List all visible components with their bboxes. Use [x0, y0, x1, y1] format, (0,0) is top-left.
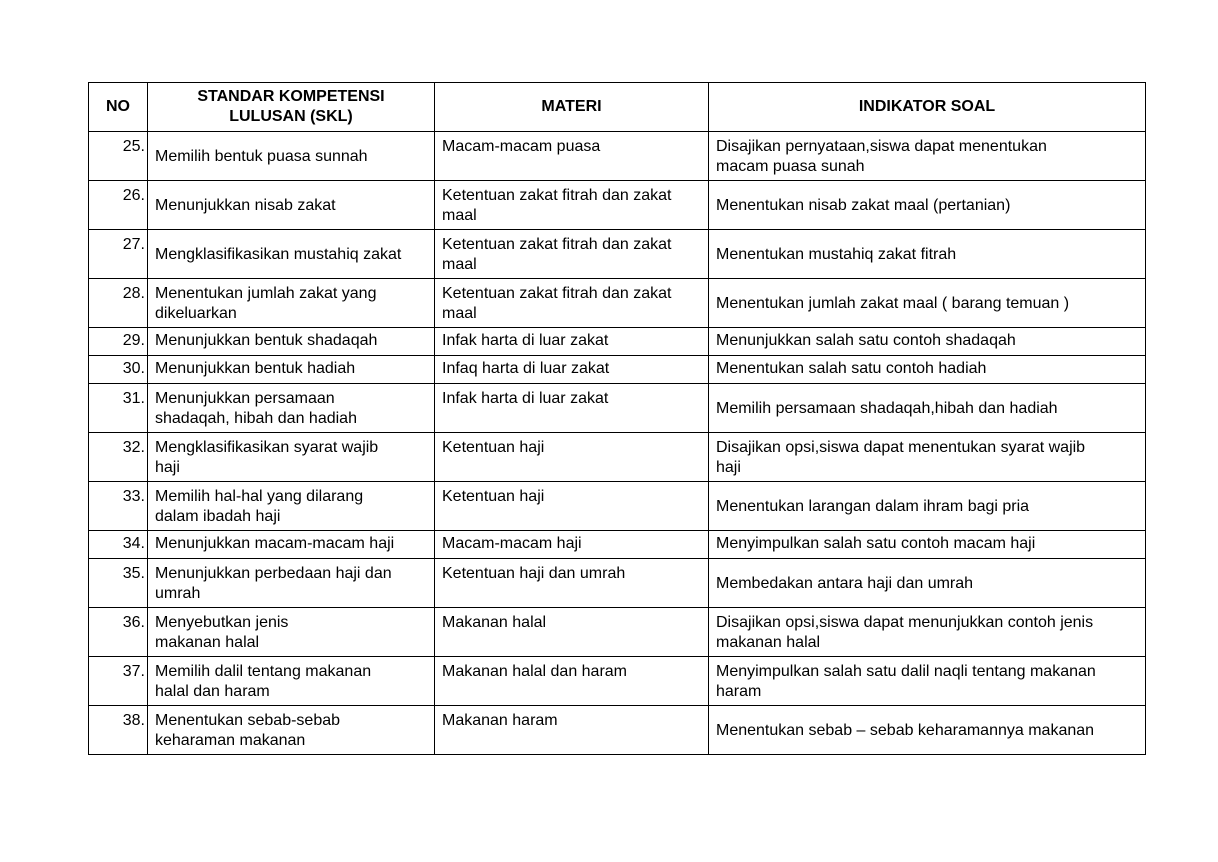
table-row: [89, 132, 1146, 181]
table-row: [89, 384, 1146, 433]
indikator-cell: Disajikan opsi,siswa dapat menentukan syarat wajib haji: [709, 433, 1146, 482]
indikator-cell: Menentukan salah satu contoh hadiah: [709, 356, 1146, 384]
materi-cell: Infaq harta di luar zakat: [435, 356, 709, 384]
indikator-cell: Menunjukkan salah satu contoh shadaqah: [709, 328, 1146, 356]
indikator-cell: Menentukan mustahiq zakat fitrah: [709, 230, 1146, 279]
skl-cell: Menentukan jumlah zakat yang dikeluarkan: [148, 279, 435, 328]
header-row: [89, 83, 1146, 132]
header-skl: STANDAR KOMPETENSI LULUSAN (SKL): [148, 83, 435, 132]
materi-cell: Macam-macam puasa: [435, 132, 709, 181]
row-number: 33.: [89, 482, 148, 531]
materi-cell: Ketentuan haji dan umrah: [435, 559, 709, 608]
kisi-kisi-table: [88, 82, 1146, 755]
skl-cell: Memilih bentuk puasa sunnah: [148, 132, 435, 181]
table-row: [89, 559, 1146, 608]
materi-cell: Ketentuan haji: [435, 433, 709, 482]
skl-cell: Menentukan sebab-sebab keharaman makanan: [148, 706, 435, 755]
indikator-cell: Menentukan sebab – sebab keharamannya makanan: [709, 706, 1146, 755]
header-indikator: INDIKATOR SOAL: [709, 83, 1146, 132]
materi-cell: Macam-macam haji: [435, 531, 709, 559]
table-row: [89, 531, 1146, 559]
materi-cell: Infak harta di luar zakat: [435, 384, 709, 433]
row-number: 38.: [89, 706, 148, 755]
materi-cell: Infak harta di luar zakat: [435, 328, 709, 356]
skl-cell: Menunjukkan persamaan shadaqah, hibah dan hadiah: [148, 384, 435, 433]
row-number: 26.: [89, 181, 148, 230]
row-number: 27.: [89, 230, 148, 279]
table-row: [89, 433, 1146, 482]
header-materi: MATERI: [435, 83, 709, 132]
indikator-cell: Memilih persamaan shadaqah,hibah dan hadiah: [709, 384, 1146, 433]
materi-cell: Ketentuan zakat fitrah dan zakat maal: [435, 181, 709, 230]
materi-cell: Makanan halal dan haram: [435, 657, 709, 706]
indikator-cell: Menentukan nisab zakat maal (pertanian): [709, 181, 1146, 230]
skl-cell: Memilih dalil tentang makanan halal dan haram: [148, 657, 435, 706]
row-number: 30.: [89, 356, 148, 384]
table-row: [89, 482, 1146, 531]
indikator-cell: Disajikan opsi,siswa dapat menunjukkan contoh jenis makanan halal: [709, 608, 1146, 657]
skl-cell: Mengklasifikasikan syarat wajib haji: [148, 433, 435, 482]
skl-cell: Menunjukkan perbedaan haji dan umrah: [148, 559, 435, 608]
row-number: 32.: [89, 433, 148, 482]
skl-cell: Menunjukkan macam-macam haji: [148, 531, 435, 559]
skl-cell: Memilih hal-hal yang dilarang dalam ibadah haji: [148, 482, 435, 531]
materi-cell: Ketentuan zakat fitrah dan zakat maal: [435, 230, 709, 279]
table-row: [89, 230, 1146, 279]
table-row: [89, 328, 1146, 356]
indikator-cell: Menentukan jumlah zakat maal ( barang temuan ): [709, 279, 1146, 328]
indikator-cell: Menentukan larangan dalam ihram bagi pria: [709, 482, 1146, 531]
materi-cell: Makanan halal: [435, 608, 709, 657]
row-number: 31.: [89, 384, 148, 433]
skl-cell: Menunjukkan bentuk shadaqah: [148, 328, 435, 356]
materi-cell: Makanan haram: [435, 706, 709, 755]
skl-cell: Menunjukkan nisab zakat: [148, 181, 435, 230]
row-number: 37.: [89, 657, 148, 706]
row-number: 28.: [89, 279, 148, 328]
table-row: [89, 657, 1146, 706]
row-number: 36.: [89, 608, 148, 657]
table-row: [89, 608, 1146, 657]
skl-cell: Menunjukkan bentuk hadiah: [148, 356, 435, 384]
indikator-cell: Menyimpulkan salah satu dalil naqli tentang makanan haram: [709, 657, 1146, 706]
indikator-cell: Menyimpulkan salah satu contoh macam haji: [709, 531, 1146, 559]
materi-cell: Ketentuan haji: [435, 482, 709, 531]
row-number: 34.: [89, 531, 148, 559]
table-row: [89, 181, 1146, 230]
row-number: 35.: [89, 559, 148, 608]
materi-cell: Ketentuan zakat fitrah dan zakat maal: [435, 279, 709, 328]
row-number: 25.: [89, 132, 148, 181]
table-row: [89, 356, 1146, 384]
row-number: 29.: [89, 328, 148, 356]
indikator-cell: Disajikan pernyataan,siswa dapat menentukan macam puasa sunah: [709, 132, 1146, 181]
skl-cell: Menyebutkan jenis makanan halal: [148, 608, 435, 657]
table-row: [89, 279, 1146, 328]
indikator-cell: Membedakan antara haji dan umrah: [709, 559, 1146, 608]
header-no: NO: [89, 83, 148, 132]
skl-cell: Mengklasifikasikan mustahiq zakat: [148, 230, 435, 279]
table-row: [89, 706, 1146, 755]
